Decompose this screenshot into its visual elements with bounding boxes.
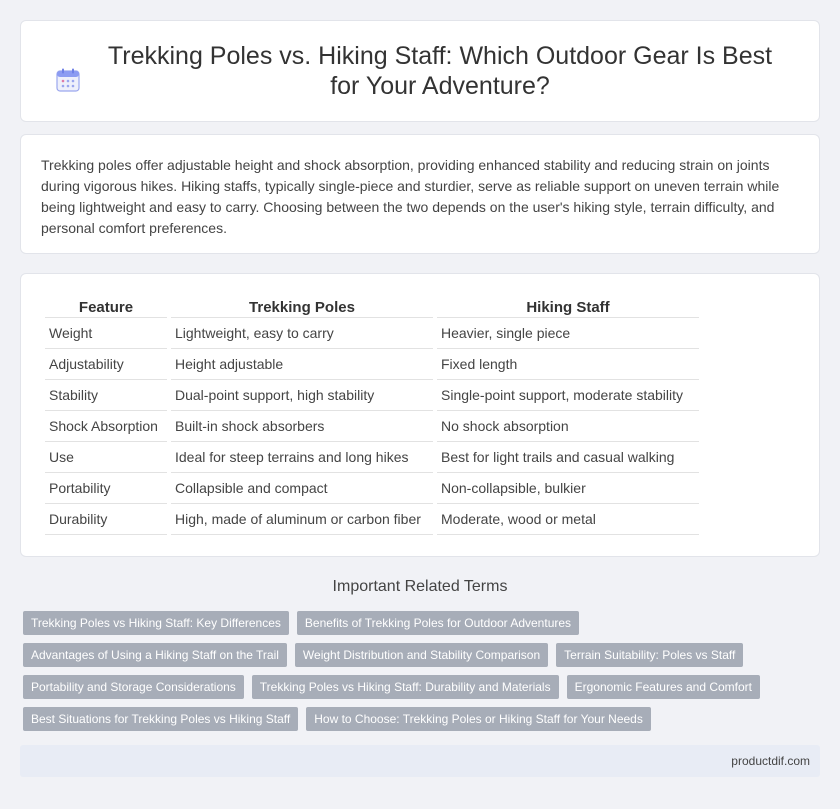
related-tag[interactable]: How to Choose: Trekking Poles or Hiking Staff for Your Needs bbox=[306, 707, 651, 731]
cell-feature: Durability bbox=[45, 504, 167, 535]
cell-hiking-staff: Single-point support, moderate stability bbox=[437, 380, 699, 411]
tag-row bbox=[23, 611, 823, 635]
table-row bbox=[45, 442, 699, 473]
tag-row bbox=[23, 643, 823, 667]
related-tag[interactable]: Trekking Poles vs Hiking Staff: Durability and Materials bbox=[252, 675, 559, 699]
header-hiking-staff: Hiking Staff bbox=[437, 296, 699, 318]
cell-feature: Adjustability bbox=[45, 349, 167, 380]
cell-hiking-staff: Non-collapsible, bulkier bbox=[437, 473, 699, 504]
header-feature: Feature bbox=[45, 296, 167, 318]
cell-feature: Shock Absorption bbox=[45, 411, 167, 442]
table-row bbox=[45, 318, 699, 349]
cell-feature: Portability bbox=[45, 473, 167, 504]
table-row bbox=[45, 411, 699, 442]
cell-hiking-staff: Moderate, wood or metal bbox=[437, 504, 699, 535]
table-row bbox=[45, 504, 699, 535]
footer-site-link[interactable]: productdif.com bbox=[731, 754, 810, 768]
tag-row bbox=[23, 675, 823, 699]
related-tag[interactable]: Ergonomic Features and Comfort bbox=[567, 675, 760, 699]
cell-hiking-staff: Heavier, single piece bbox=[437, 318, 699, 349]
related-tag[interactable]: Benefits of Trekking Poles for Outdoor Adventures bbox=[297, 611, 579, 635]
tag-row bbox=[23, 707, 823, 731]
cell-feature: Use bbox=[45, 442, 167, 473]
footer bbox=[20, 745, 820, 777]
related-tag[interactable]: Portability and Storage Considerations bbox=[23, 675, 244, 699]
cell-hiking-staff: No shock absorption bbox=[437, 411, 699, 442]
page-title: Trekking Poles vs. Hiking Staff: Which Outdoor Gear Is Best for Your Adventure? bbox=[107, 42, 773, 100]
table-row bbox=[45, 380, 699, 411]
related-terms-heading: Important Related Terms bbox=[332, 578, 508, 595]
intro-card bbox=[20, 134, 820, 254]
cell-hiking-staff: Best for light trails and casual walking bbox=[437, 442, 699, 473]
related-tag[interactable]: Terrain Suitability: Poles vs Staff bbox=[556, 643, 743, 667]
cell-trekking-poles: Lightweight, easy to carry bbox=[171, 318, 433, 349]
intro-paragraph: Trekking poles offer adjustable height and shock absorption, providing enhanced stability and reducing strain on joints during vigorous hikes. Hiking staffs, typically single-piece and sturdier, serve as reliable support on uneven terrain while being lightweight and easy to carry. Choosing between the two depends on the user's hiking style, terrain difficulty, and personal comfort preferences. bbox=[41, 157, 780, 236]
cell-feature: Weight bbox=[45, 318, 167, 349]
related-tag[interactable]: Advantages of Using a Hiking Staff on the Trail bbox=[23, 643, 287, 667]
table-row bbox=[45, 349, 699, 380]
cell-trekking-poles: Dual-point support, high stability bbox=[171, 380, 433, 411]
comparison-card bbox=[20, 273, 820, 557]
header-card bbox=[20, 20, 820, 122]
related-tag[interactable]: Best Situations for Trekking Poles vs Hiking Staff bbox=[23, 707, 298, 731]
related-tag[interactable]: Weight Distribution and Stability Comparison bbox=[295, 643, 548, 667]
cell-trekking-poles: Built-in shock absorbers bbox=[171, 411, 433, 442]
comparison-table bbox=[41, 296, 703, 535]
header-trekking-poles: Trekking Poles bbox=[171, 296, 433, 318]
cell-hiking-staff: Fixed length bbox=[437, 349, 699, 380]
related-tags bbox=[23, 611, 823, 739]
title-wrap bbox=[51, 41, 789, 101]
related-tag[interactable]: Trekking Poles vs Hiking Staff: Key Differences bbox=[23, 611, 289, 635]
cell-trekking-poles: Collapsible and compact bbox=[171, 473, 433, 504]
cell-feature: Stability bbox=[45, 380, 167, 411]
calendar-icon bbox=[55, 67, 81, 93]
table-row bbox=[45, 473, 699, 504]
table-header-row bbox=[45, 296, 699, 318]
cell-trekking-poles: High, made of aluminum or carbon fiber bbox=[171, 504, 433, 535]
cell-trekking-poles: Height adjustable bbox=[171, 349, 433, 380]
cell-trekking-poles: Ideal for steep terrains and long hikes bbox=[171, 442, 433, 473]
